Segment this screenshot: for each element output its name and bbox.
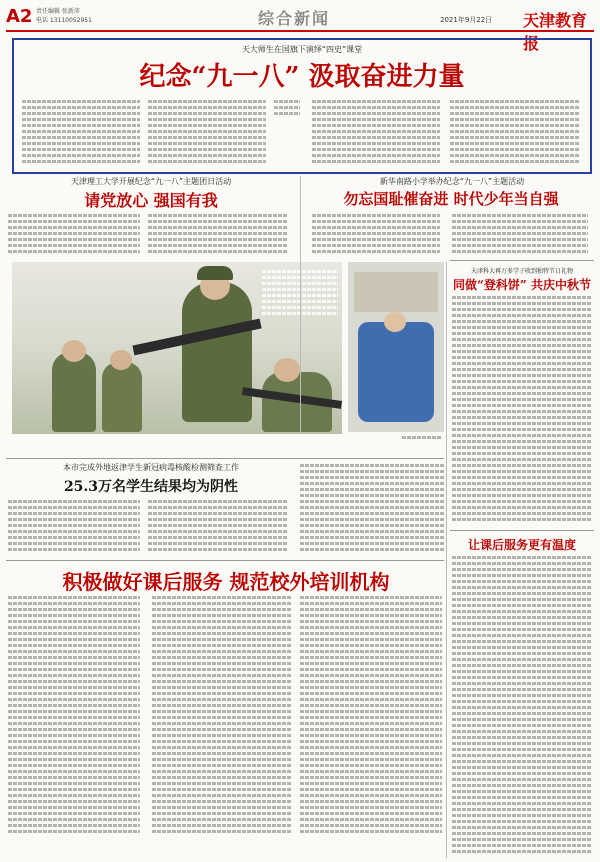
lead-body-col2 — [148, 100, 266, 164]
left-body-col2 — [148, 214, 288, 258]
testing-body-col1 — [8, 500, 140, 554]
lead-kicker: 天大师生在国旗下演绎“四史”课堂 — [241, 45, 363, 54]
training-headline: 积极做好课后服务 规范校外培训机构 — [62, 570, 390, 594]
photo-students — [348, 262, 444, 432]
training-rule — [6, 560, 444, 561]
issue-date: 2021年9月22日 — [440, 16, 493, 24]
lead-body-col3 — [274, 100, 300, 164]
left-kicker: 天津理工大学开展纪念“九一八”主题团日活动 — [70, 177, 232, 186]
training-body-col1 — [8, 596, 140, 856]
masthead-rule — [6, 30, 594, 32]
right-kicker: 新华南路小学举办纪念“九一八”主题活动 — [379, 177, 525, 186]
after-school-rule — [450, 530, 594, 531]
testing-kicker: 本市完成外地返津学生新冠病毒核酸检测筛查工作 — [63, 463, 239, 472]
lead-headline: 纪念“九一八” 汲取奋进力量 — [139, 62, 465, 92]
right-body-col2 — [452, 214, 588, 258]
testing-body-col3 — [300, 464, 444, 554]
lead-body-col1 — [22, 100, 140, 164]
lead-body-col5 — [450, 100, 580, 164]
divider-v1 — [300, 176, 301, 432]
training-body-col2 — [152, 596, 292, 856]
after-school-headline: 让课后服务更有温度 — [467, 538, 576, 552]
lead-body-col4 — [312, 100, 440, 164]
side-rule — [450, 260, 594, 261]
side-body — [452, 296, 592, 526]
training-body-col3 — [300, 596, 442, 856]
testing-body-col2 — [148, 500, 288, 554]
photo-credit — [346, 436, 442, 446]
editor-line: 责任编辑 张新沛 — [36, 8, 80, 15]
section-title: 综合新闻 — [258, 9, 331, 28]
after-school-body — [452, 556, 592, 856]
phone-line: 电话 13110052951 — [36, 17, 92, 24]
right-headline: 勿忘国耻催奋进 时代少年当自强 — [343, 190, 559, 208]
paper-name: 天津教育报 — [523, 11, 588, 53]
page-code: A2 — [6, 6, 33, 27]
divider-v2 — [446, 262, 447, 858]
testing-headline: 25.3万名学生结果均为阴性 — [63, 479, 239, 495]
right-body-col1 — [312, 214, 440, 258]
left-headline: 请党放心 强国有我 — [84, 191, 218, 210]
side-kicker: 天津科大再万多学子收到独特节日礼物 — [470, 268, 573, 275]
left-body-col1 — [8, 214, 140, 258]
side-headline: 同做“登科饼” 共庆中秋节 — [453, 278, 591, 292]
testing-rule — [6, 458, 444, 459]
